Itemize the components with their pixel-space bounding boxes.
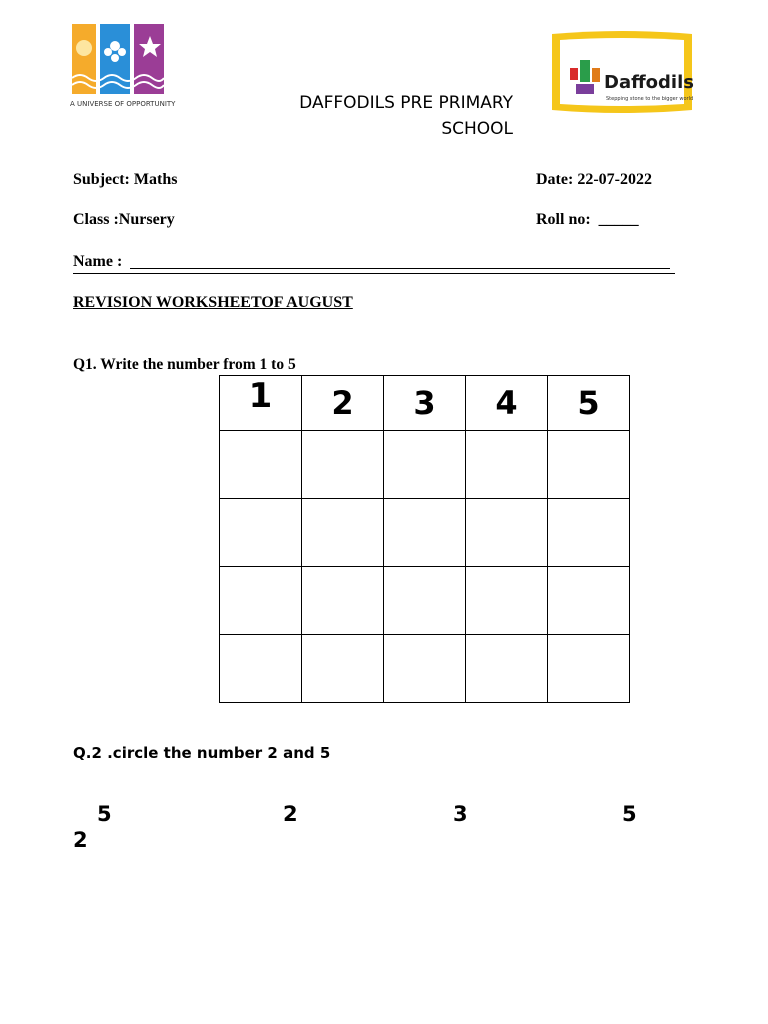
- name-underline: [130, 268, 670, 269]
- grid-cell[interactable]: [302, 635, 384, 703]
- grid-number-5: 5: [548, 376, 630, 431]
- grid-row: [220, 499, 630, 567]
- grid-cell[interactable]: [220, 635, 302, 703]
- subject-label: Subject: Maths: [73, 171, 178, 188]
- circle-number-item[interactable]: 2: [73, 828, 88, 852]
- daffodils-logo: [548, 30, 696, 114]
- grid-cell[interactable]: [384, 635, 466, 703]
- grid-number-4: 4: [466, 376, 548, 431]
- grid-cell[interactable]: [466, 499, 548, 567]
- worksheet-title: REVISION WORKSHEETOF AUGUST: [73, 294, 353, 311]
- class-label: Class :Nursery: [73, 211, 175, 228]
- circle-number-item[interactable]: 5: [97, 802, 112, 826]
- grid-number-1: 1: [220, 376, 302, 431]
- circle-number-item[interactable]: 5: [622, 802, 637, 826]
- school-title-line2: SCHOOL: [441, 119, 513, 139]
- grid-cell[interactable]: [220, 431, 302, 499]
- svg-text:Daffodils: Daffodils: [604, 72, 694, 93]
- grid-cell[interactable]: [220, 567, 302, 635]
- grid-cell[interactable]: [302, 567, 384, 635]
- grid-row: [220, 431, 630, 499]
- grid-cell[interactable]: [548, 431, 630, 499]
- grid-header-row: [220, 376, 630, 431]
- q1-prompt: Q1. Write the number from 1 to 5: [73, 356, 296, 373]
- grid-cell[interactable]: [384, 431, 466, 499]
- q2-prompt: Q.2 .circle the number 2 and 5: [73, 744, 331, 762]
- school-title: [250, 90, 513, 142]
- svg-text:A UNIVERSE OF OPPORTUNITY: A UNIVERSE OF OPPORTUNITY: [70, 100, 176, 108]
- grid-cell[interactable]: [302, 431, 384, 499]
- circle-number-item[interactable]: 3: [453, 802, 468, 826]
- grid-cell[interactable]: [548, 567, 630, 635]
- daffodils-logo-icon: [548, 30, 696, 114]
- grid-row: [220, 567, 630, 635]
- grid-cell[interactable]: [466, 567, 548, 635]
- school-title-line1: DAFFODILS PRE PRIMARY: [299, 93, 513, 113]
- date-label: Date: 22-07-2022: [536, 171, 652, 188]
- name-label: Name :: [73, 253, 123, 270]
- svg-text:Stepping stone to the bigger w: Stepping stone to the bigger world: [606, 96, 694, 102]
- grid-cell[interactable]: [384, 567, 466, 635]
- grid-cell[interactable]: [302, 499, 384, 567]
- grid-cell[interactable]: [384, 499, 466, 567]
- name-rule: [73, 273, 675, 274]
- circle-number-item[interactable]: 2: [283, 802, 298, 826]
- number-writing-grid: [219, 375, 630, 703]
- grid-cell[interactable]: [220, 499, 302, 567]
- grid-row: [220, 635, 630, 703]
- grid-cell[interactable]: [466, 635, 548, 703]
- grid-cell[interactable]: [548, 635, 630, 703]
- grid-cell[interactable]: [466, 431, 548, 499]
- school-logo-left: [68, 22, 176, 110]
- grid-number-2: 2: [302, 376, 384, 431]
- grid-number-3: 3: [384, 376, 466, 431]
- roll-number-field: Roll no: _____: [536, 211, 639, 228]
- grid-cell[interactable]: [548, 499, 630, 567]
- sun-flower-star-logo-icon: [68, 22, 176, 110]
